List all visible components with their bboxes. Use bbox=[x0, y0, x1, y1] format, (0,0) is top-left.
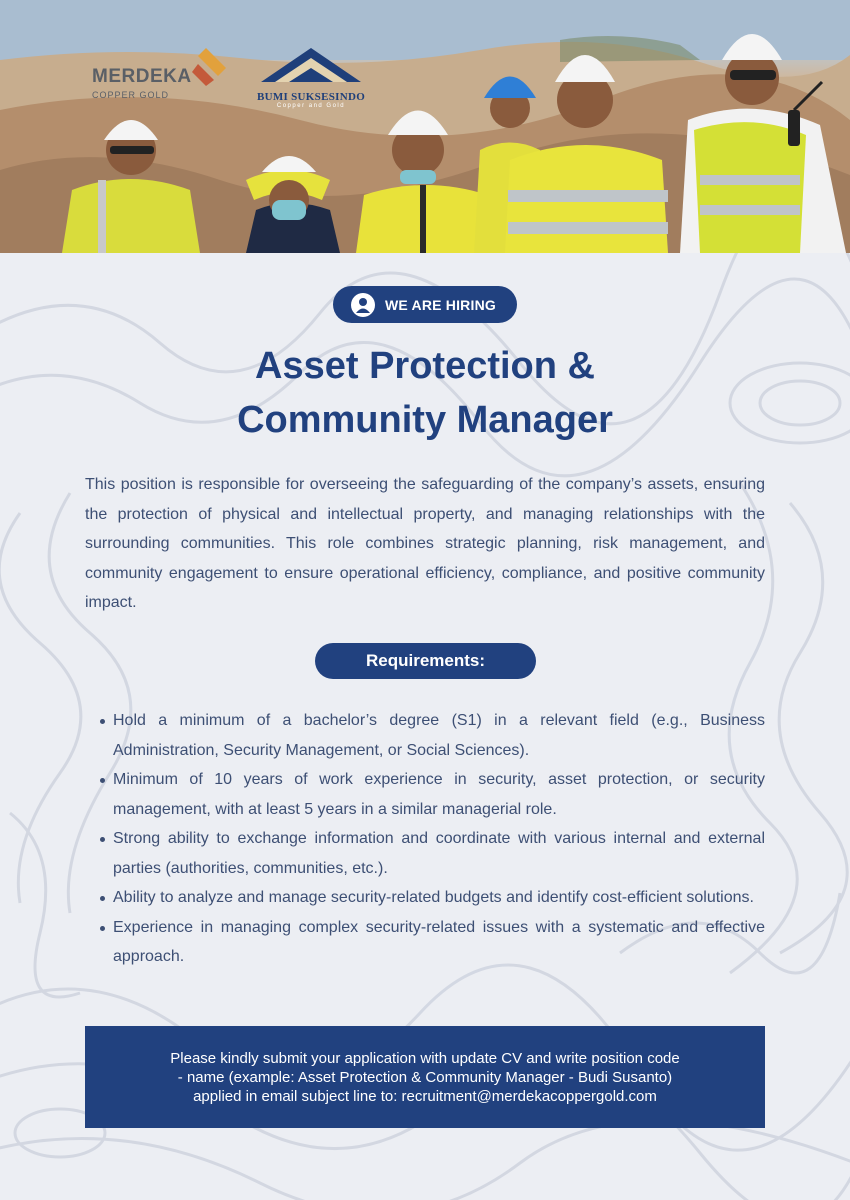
page-title-line1: Asset Protection & bbox=[255, 345, 595, 387]
requirement-item: Strong ability to exchange information and coordinate with various internal and external parties (authorities, communities, etc.). bbox=[113, 824, 765, 883]
merdeka-mark-icon bbox=[192, 46, 228, 86]
bumi-sub: Copper and Gold bbox=[276, 103, 346, 109]
apply-line-3: applied in email subject line to: recruitment@merdekacoppergold.com bbox=[193, 1087, 657, 1105]
bumi-name: BUMI SUKSESINDO bbox=[256, 91, 366, 103]
requirements-list bbox=[113, 706, 765, 972]
hero-scene bbox=[0, 0, 850, 253]
requirements-heading-label: Requirements: bbox=[365, 651, 486, 670]
apply-line-1: Please kindly submit your application with update CV and write position code bbox=[170, 1049, 680, 1067]
merdeka-name: MERDEKA bbox=[92, 66, 192, 87]
requirement-item: Ability to analyze and manage security-related budgets and identify cost-efficient solutions. bbox=[113, 883, 765, 913]
hero-photo bbox=[0, 0, 850, 253]
requirement-item: Hold a minimum of a bachelor’s degree (S1) in a relevant field (e.g., Business Administration, Security Management, or Social Sciences). bbox=[113, 706, 765, 765]
job-description: This position is responsible for overseeing the safeguarding of the company’s assets, ensuring the protection of physical and intellectual property, and managing relationships with the surrounding communities. This role combines strategic planning, risk management, and community engagement to ensure operational efficiency, compliance, and positive community impact. bbox=[85, 476, 765, 611]
merdeka-sub: COPPER GOLD bbox=[92, 90, 170, 100]
bumi-logo bbox=[256, 46, 366, 109]
hiring-label: WE ARE HIRING bbox=[385, 296, 496, 313]
requirements-heading bbox=[315, 643, 536, 679]
merdeka-logo bbox=[92, 66, 192, 100]
hiring-badge bbox=[333, 286, 517, 323]
apply-line-2: - name (example: Asset Protection & Community Manager - Budi Susanto) bbox=[177, 1068, 673, 1086]
content-area bbox=[0, 253, 850, 1200]
user-icon bbox=[351, 293, 375, 317]
page-title-line2: Community Manager bbox=[237, 399, 613, 441]
bumi-mountain-icon bbox=[259, 46, 363, 84]
requirement-item: Experience in managing complex security-related issues with a systematic and effective approach. bbox=[113, 913, 765, 972]
requirement-item: Minimum of 10 years of work experience in security, asset protection, or security management, with at least 5 years in a similar managerial role. bbox=[113, 765, 765, 824]
application-instructions bbox=[85, 1026, 765, 1128]
